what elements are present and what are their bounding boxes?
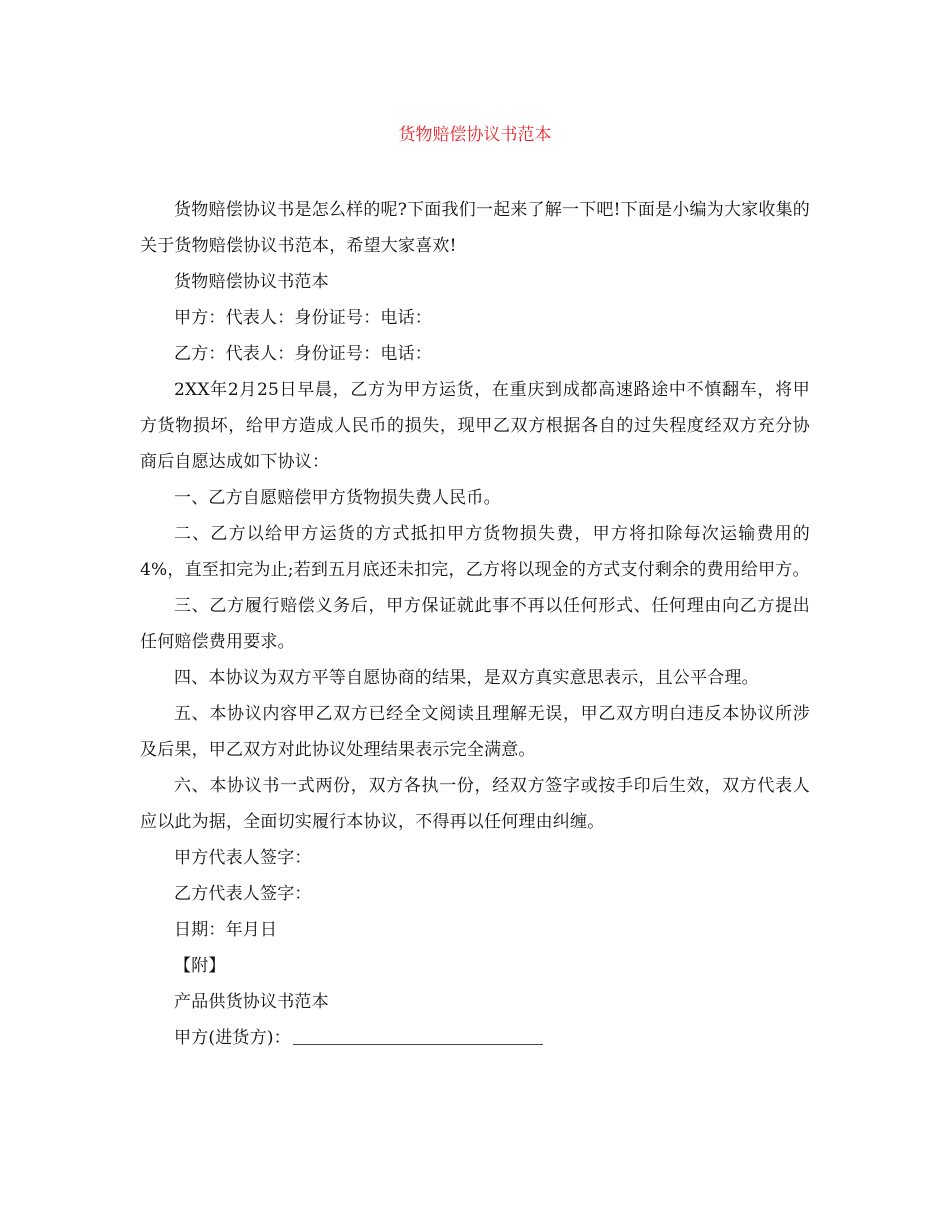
party-a-line: 甲方：代表人：身份证号：电话： xyxy=(174,308,432,328)
buyer-label: 甲方(进货方)： xyxy=(174,1028,291,1048)
clause-1: 一、乙方自愿赔偿甲方货物损失费人民币。 xyxy=(174,488,501,508)
incident-paragraph: 2XX年2月25日早晨，乙方为甲方运货，在重庆到成都高速路途中不慎翻车，将甲方货物损坏，给甲方造成人民币的损失，现甲乙双方根据各自的过失程度经双方充分协商后自愿达成如下协议： xyxy=(140,380,810,472)
date-line: 日期：年月日 xyxy=(174,920,278,940)
clause-5: 五、本协议内容甲乙双方已经全文阅读且理解无误，甲乙双方明白违反本协议所涉及后果，甲乙双方对此协议处理结果表示完全满意。 xyxy=(140,704,810,760)
appendix-marker: 【附】 xyxy=(174,956,226,976)
clause-2: 二、乙方以给甲方运货的方式抵扣甲方货物损失费，甲方将扣除每次运输费用的4%，直至扣完为止;若到五月底还未扣完，乙方将以现金的方式支付剩余的费用给甲方。 xyxy=(140,524,810,580)
clause-4: 四、本协议为双方平等自愿协商的结果，是双方真实意思表示，且公平合理。 xyxy=(174,668,759,688)
clause-3: 三、乙方履行赔偿义务后，甲方保证就此事不再以任何形式、任何理由向乙方提出任何赔偿费用要求。 xyxy=(140,596,810,652)
clause-6: 六、本协议书一式两份，双方各执一份，经双方签字或按手印后生效，双方代表人应以此为据，全面切实履行本协议，不得再以任何理由纠缠。 xyxy=(140,776,810,832)
document-body xyxy=(140,192,810,1056)
document-title: 货物赔偿协议书范本 xyxy=(398,125,552,145)
appendix-title: 产品供货协议书范本 xyxy=(174,992,329,1012)
party-b-line: 乙方：代表人：身份证号：电话： xyxy=(174,344,432,364)
party-a-signature: 甲方代表人签字： xyxy=(174,848,312,868)
buyer-blank-field xyxy=(293,1028,543,1045)
buyer-line xyxy=(140,1020,810,1056)
party-b-signature: 乙方代表人签字： xyxy=(174,884,312,904)
intro-paragraph: 货物赔偿协议书是怎么样的呢?下面我们一起来了解一下吧!下面是小编为大家收集的关于货物赔偿协议书范本，希望大家喜欢! xyxy=(140,200,810,256)
section-heading: 货物赔偿协议书范本 xyxy=(174,272,329,292)
